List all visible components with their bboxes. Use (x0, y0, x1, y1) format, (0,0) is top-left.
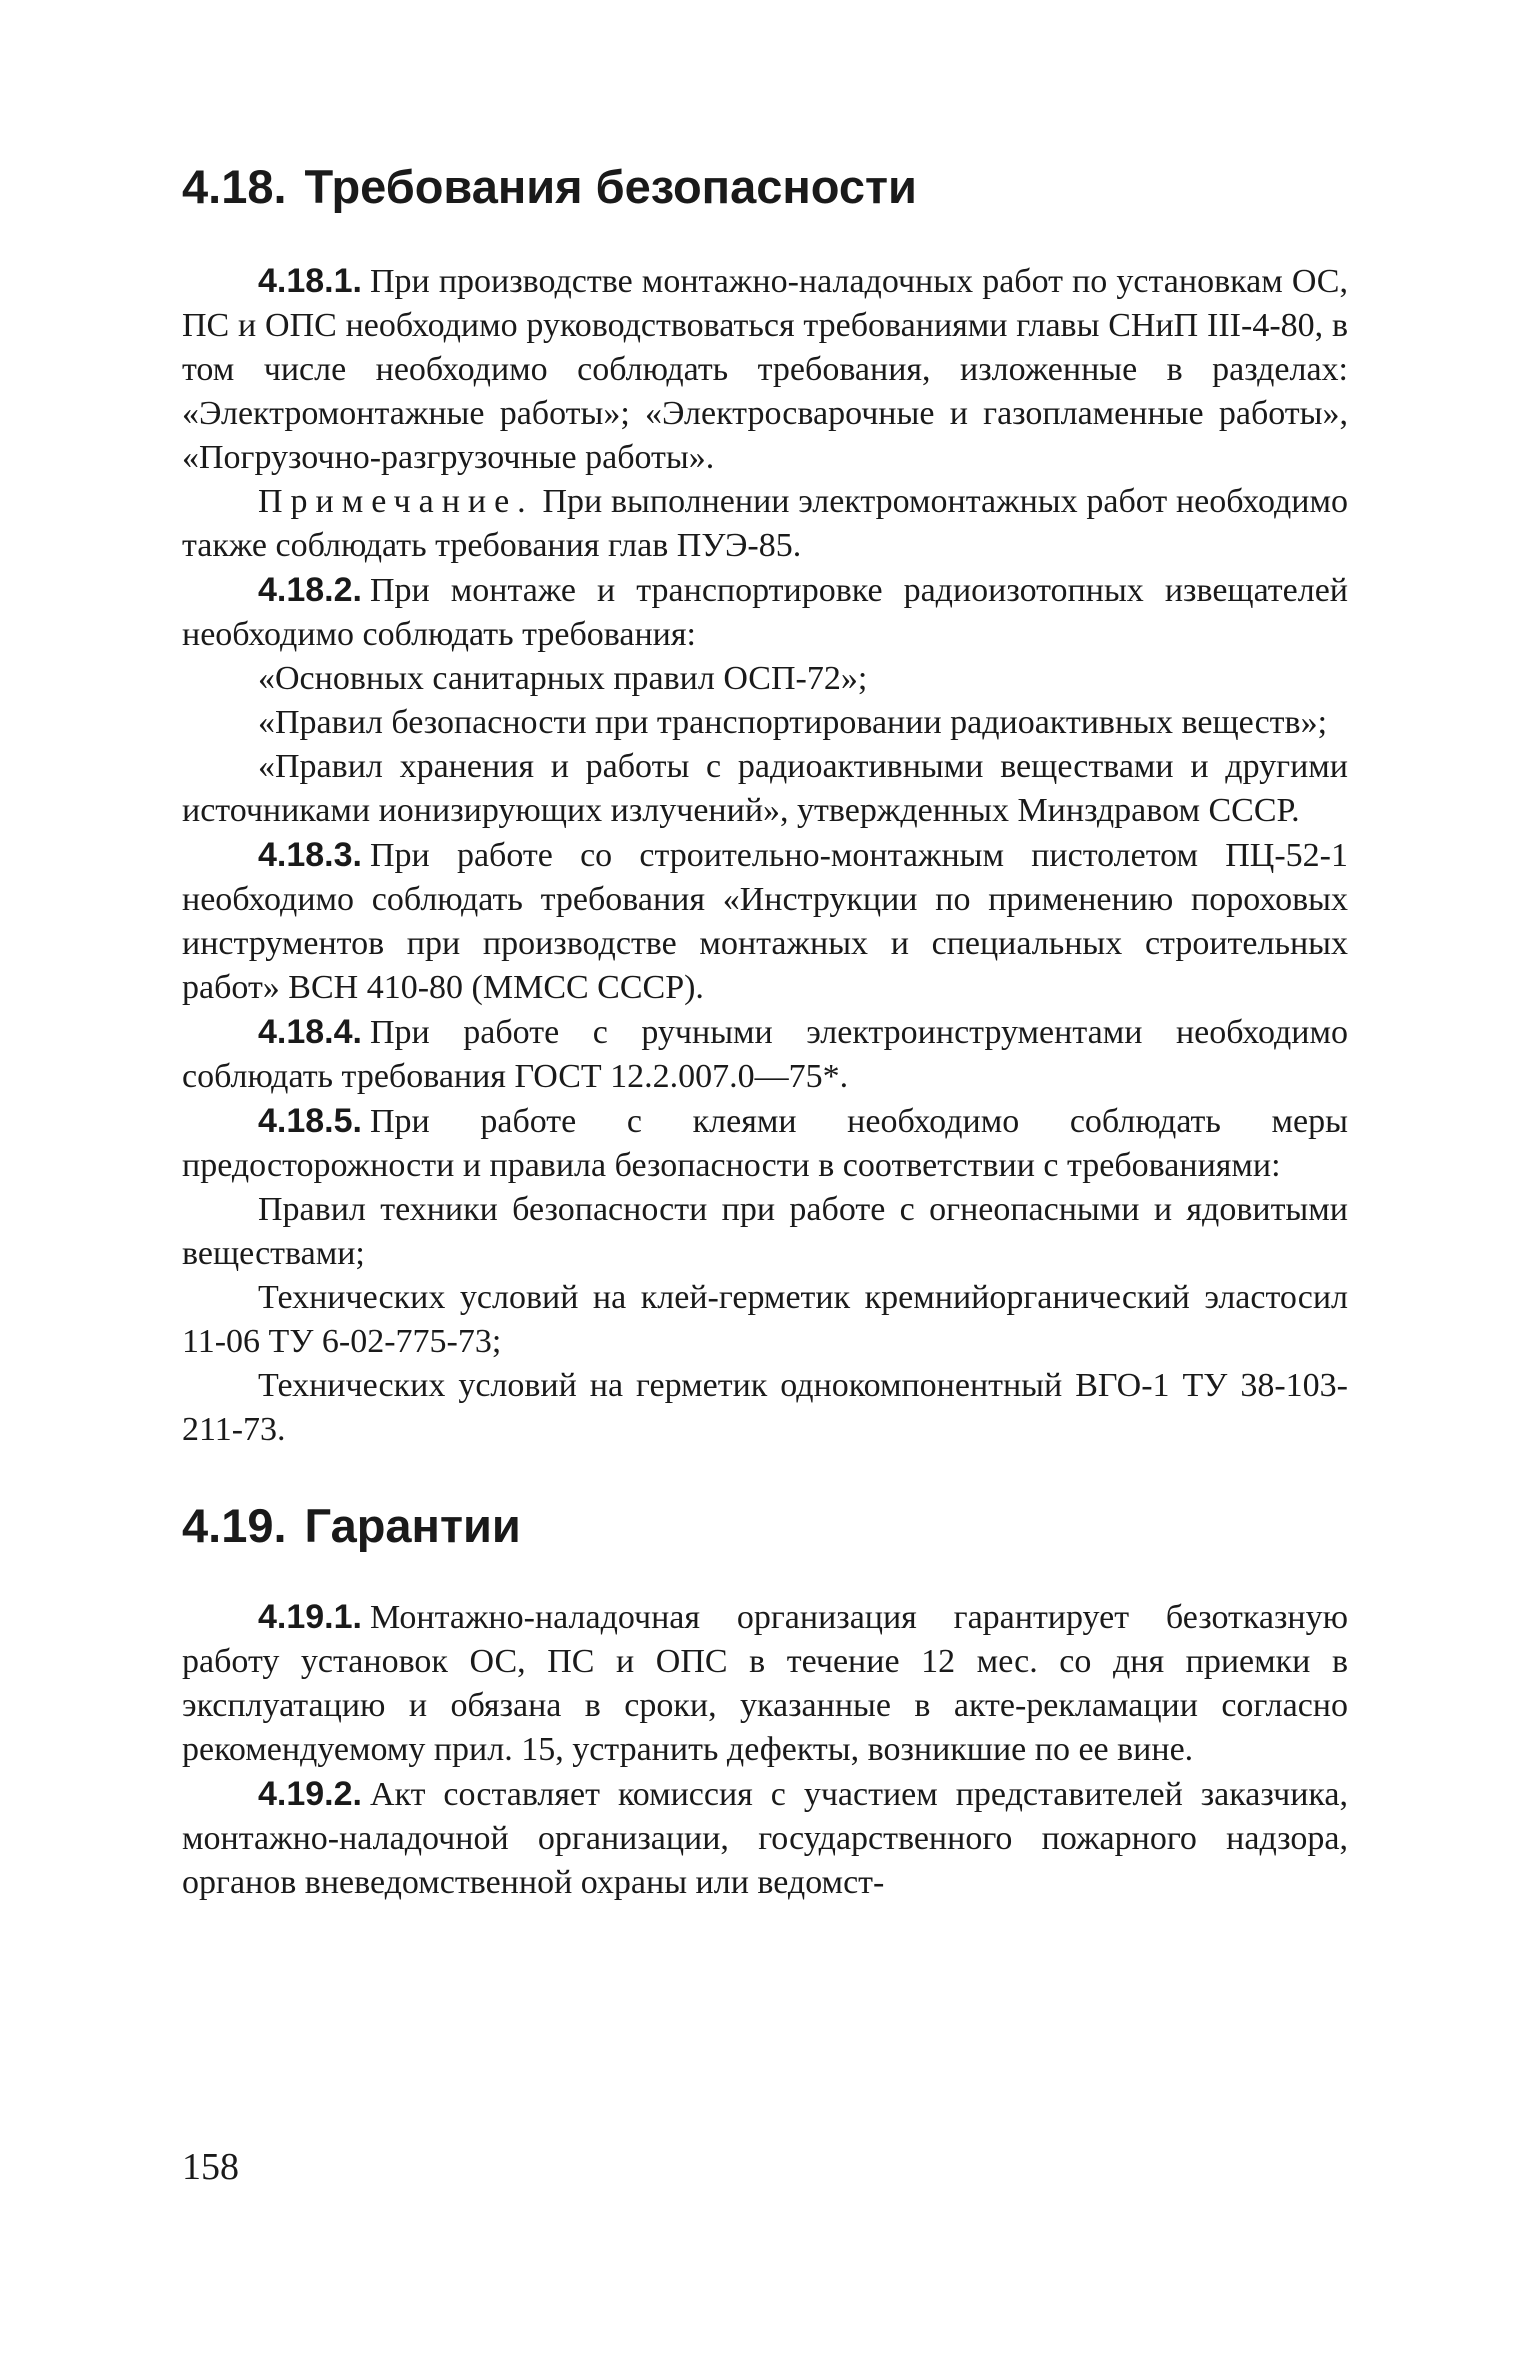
paragraph-number: 4.18.4. (258, 1013, 362, 1052)
paragraph-text: При производстве монтажно-наладочных работ по установкам ОС, ПС и ОПС необходимо руководствоваться требованиями главы СНиП III-4-80, в том числе необходимо соблюдать требования, изложенные в разделах: «Электромонтажные работы»; «Электросварочные и газопламенные работы», «Погрузочно-разгрузочные работы». (182, 263, 1348, 477)
section-title: Требования безопасности (304, 160, 917, 213)
paragraph-4-18-5 (182, 1099, 1348, 1188)
list-item: «Правил хранения и работы с радиоактивными веществами и другими источниками ионизирующих излучений», утвержденных Минздравом СССР. (182, 748, 1348, 830)
list-item: «Основных санитарных правил ОСП-72»; (258, 660, 868, 698)
section-heading-4-19 (182, 1499, 1348, 1553)
paragraph-4-18-4 (182, 1010, 1348, 1099)
paragraph-text: При работе со строительно-монтажным пистолетом ПЦ-52-1 необходимо соблюдать требования «Инструкции по применению пороховых инструментов при производстве монтажных и специальных строительных работ» ВСН 410-80 (ММСС СССР). (182, 837, 1348, 1007)
paragraph-4-18-1 (182, 259, 1348, 480)
section-heading-4-18 (182, 160, 1348, 214)
note-label: Примечание. (258, 483, 534, 521)
paragraph-number: 4.18.3. (258, 836, 362, 875)
page-number: 158 (182, 2146, 239, 2188)
section-number: 4.18. (182, 160, 287, 213)
paragraph-text: При работе с клеями необходимо соблюдать меры предосторожности и правила безопасности в соответствии с требованиями: (182, 1103, 1348, 1185)
note-text: При выполнении электромонтажных работ необходимо также соблюдать требования глав ПУЭ-85. (182, 483, 1348, 565)
list-item: Технических условий на герметик однокомпонентный ВГО-1 ТУ 38-103-211-73. (182, 1367, 1348, 1449)
list-item: Технических условий на клей-герметик кремнийорганический эластосил 11-06 ТУ 6-02-775-73; (182, 1279, 1348, 1361)
paragraph-number: 4.18.2. (258, 571, 362, 610)
list-item: Правил техники безопасности при работе с огнеопасными и ядовитыми веществами; (182, 1191, 1348, 1273)
paragraph-text: Акт составляет комиссия с участием представителей заказчика, монтажно-наладочной организации, государственного пожарного надзора, органов вневедомственной охраны или ведомст- (182, 1776, 1348, 1902)
note-paragraph (182, 480, 1348, 568)
paragraph-text: При монтаже и транспортировке радиоизотопных извещателей необходимо соблюдать требования: (182, 572, 1348, 654)
paragraph-number: 4.19.2. (258, 1775, 362, 1814)
paragraph-number: 4.18.5. (258, 1102, 362, 1141)
section-title: Гарантии (304, 1499, 521, 1553)
paragraph-4-19-1 (182, 1595, 1348, 1772)
list-item: «Правил безопасности при транспортировании радиоактивных веществ»; (258, 704, 1328, 742)
paragraph-4-19-2 (182, 1772, 1348, 1905)
page-body (182, 160, 1348, 1905)
paragraph-number: 4.18.1. (258, 262, 362, 301)
paragraph-text: Монтажно-наладочная организация гарантирует безотказную работу установок ОС, ПС и ОПС в течение 12 мес. со дня приемки в эксплуатацию и обязана в сроки, указанные в акте-рекламации согласно рекомендуемому прил. 15, устранить дефекты, возникшие по ее вине. (182, 1599, 1348, 1769)
section-number: 4.19. (182, 1499, 287, 1553)
paragraph-4-18-2 (182, 568, 1348, 657)
paragraph-text: При работе с ручными электроинструментами необходимо соблюдать требования ГОСТ 12.2.007.0—75*. (182, 1014, 1348, 1096)
paragraph-number: 4.19.1. (258, 1598, 362, 1637)
paragraph-4-18-3 (182, 833, 1348, 1010)
